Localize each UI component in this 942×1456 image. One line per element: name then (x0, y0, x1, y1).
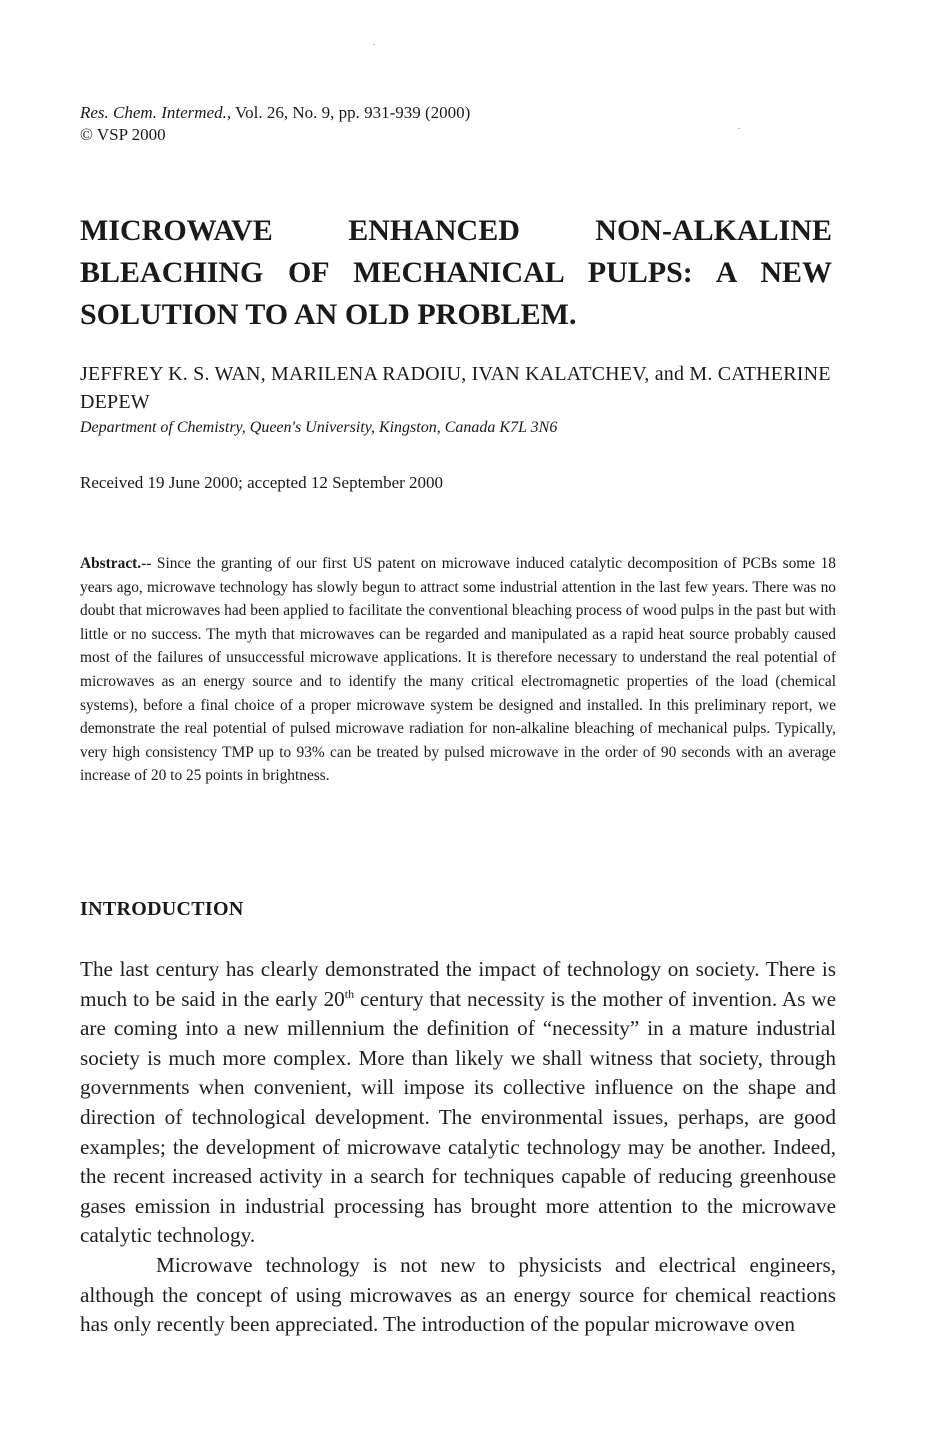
superscript-th: th (344, 986, 355, 1001)
abstract (80, 552, 836, 788)
affiliation: Department of Chemistry, Queen's University, Kingston, Canada K7L 3N6 (80, 419, 558, 436)
abstract-text: -- Since the granting of our first US patent on microwave induced catalytic decomposition of PCBs some 18 years ago, microwave technology has slowly begun to attract some industrial attention in the last few years. There was no doubt that microwaves had been applied to facilitate the conventional bleaching process of wood pulps in the past but with little or no success. The myth that microwaves can be regarded and manipulated as a rapid heat source probably caused most of the failures of unsuccessful microwave applications. It is therefore necessary to understand the real potential of microwaves as an energy source and to identify the many critical electromagnetic properties of the load (chemical systems), before a final choice of a proper microwave system be designed and installed. In this preliminary report, we demonstrate the real potential of pulsed microwave radiation for non-alkaline bleaching of mechanical pulps. Typically, very high consistency TMP up to 93% can be treated by pulsed microwave in the order of 90 seconds with an average increase of 20 to 25 points in brightness. (80, 555, 836, 785)
abstract-label: Abstract. (80, 555, 142, 572)
introduction-body (80, 955, 836, 1340)
journal-citation-line (80, 102, 470, 124)
title-line-1: MICROWAVE ENHANCED NON-ALKALINE (80, 214, 832, 247)
paragraph-1-text-b: century that necessity is the mother of invention. As we are coming into a new millennium the definition of “necessity” in a mature industrial society is much more complex. More than likely we shall witness that society, through governments when convenient, will impose its collective influence on the shape and direction of technological development. The environmental issues, perhaps, are good examples; the development of microwave catalytic technology may be another. Indeed, the recent increased activity in a search for techniques capable of reducing greenhouse gases emission in industrial processing has brought more attention to the microwave catalytic technology. (80, 986, 836, 1248)
journal-header (80, 102, 470, 146)
journal-name: Res. Chem. Intermed. (80, 103, 227, 122)
author-list: JEFFREY K. S. WAN, MARILENA RADOIU, IVAN KALATCHEV, and M. CATHERINE DEPEW (80, 363, 831, 413)
paper-title (80, 210, 832, 336)
introduction-paragraph-2: Microwave technology is not new to physicists and electrical engineers, although the concept of using microwaves as an energy source for chemical reactions has only recently been appreciated. The introduction of the popular microwave oven (80, 1252, 836, 1337)
received-dates: Received 19 June 2000; accepted 12 September 2000 (80, 473, 444, 492)
title-line-3: SOLUTION TO AN OLD PROBLEM. (80, 298, 577, 331)
section-heading-introduction: INTRODUCTION (80, 898, 244, 920)
introduction-paragraph-1 (80, 955, 836, 1251)
scan-speck (738, 128, 740, 129)
paragraph-1-text-a: The last century has clearly demonstrated the impact of technology on society. There is much to be said in the early 20 (80, 957, 836, 1011)
title-line-2: BLEACHING OF MECHANICAL PULPS: A NEW (80, 256, 832, 289)
journal-copyright: © VSP 2000 (80, 125, 166, 144)
journal-citation: , Vol. 26, No. 9, pp. 931-939 (2000) (226, 103, 471, 122)
scan-speck (373, 44, 375, 45)
